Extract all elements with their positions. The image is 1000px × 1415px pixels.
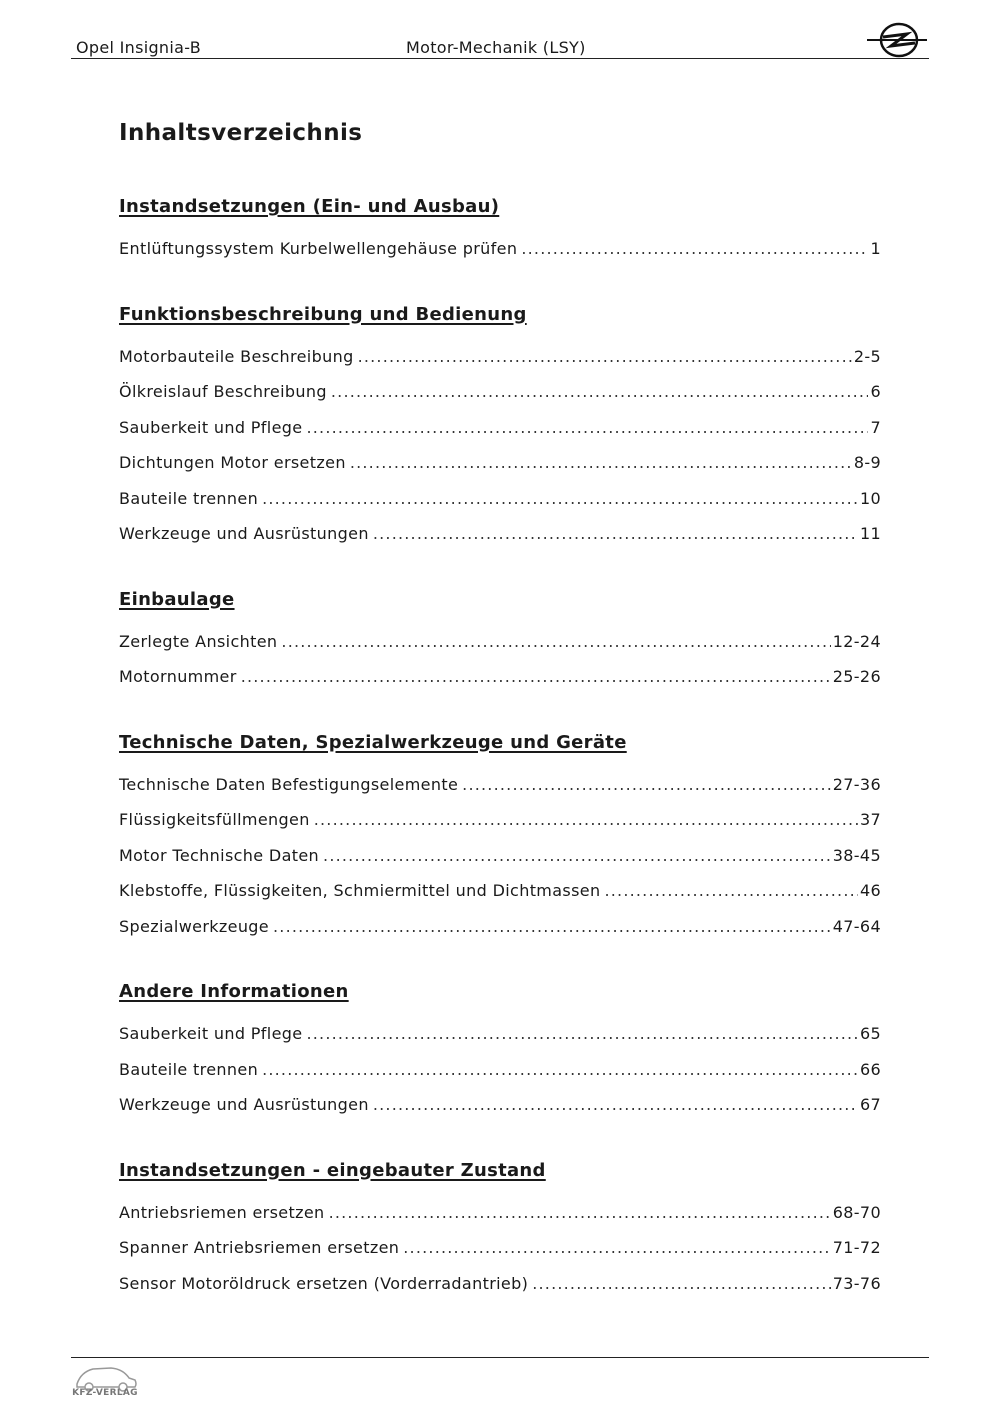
toc-entry-label: Technische Daten Befestigungselemente <box>119 774 459 794</box>
toc-entry-page: 47-64 <box>832 916 881 936</box>
toc-entry-label: Sauberkeit und Pflege <box>119 1024 303 1043</box>
dot-leader <box>262 481 858 517</box>
toc-entry[interactable] <box>119 873 881 909</box>
toc-entry-label: Dichtungen Motor ersetzen <box>119 453 346 472</box>
toc-entry-label: Flüssigkeitsfüllmengen <box>119 810 310 829</box>
publisher-name: KFZ-VERLAG <box>72 1388 138 1398</box>
dot-leader <box>373 516 858 552</box>
toc-entry-page: 38-45 <box>832 845 881 865</box>
toc-entry[interactable] <box>119 909 881 945</box>
toc-entry-page: 10 <box>859 488 881 508</box>
toc-entry[interactable] <box>119 1016 881 1052</box>
toc-entry[interactable] <box>119 339 881 375</box>
toc-entry-label: Bauteile trennen <box>119 1059 259 1079</box>
toc-entry-label: Werkzeuge und Ausrüstungen <box>119 524 369 543</box>
toc-entry[interactable] <box>119 516 881 552</box>
section-heading: Funktionsbeschreibung und Bedienung <box>119 303 527 325</box>
dot-leader <box>281 624 830 660</box>
toc-entry[interactable] <box>119 1266 881 1302</box>
toc-entry-label: Werkzeuge und Ausrüstungen <box>119 1095 369 1114</box>
toc-entry-page: 7 <box>870 417 881 437</box>
dot-leader <box>262 1052 858 1088</box>
page-footer-rule <box>71 1357 929 1358</box>
toc-entry-page: 65 <box>859 1024 881 1043</box>
toc-entry[interactable] <box>119 481 881 517</box>
dot-leader <box>373 1087 858 1123</box>
toc-entry[interactable] <box>119 1230 881 1266</box>
dot-leader <box>350 445 852 481</box>
section-heading: Technische Daten, Spezialwerkzeuge und Geräte <box>119 731 627 753</box>
toc-entry-label: Spanner Antriebsriemen ersetzen <box>119 1238 400 1257</box>
dot-leader <box>462 767 831 803</box>
dot-leader <box>604 873 857 909</box>
toc-entry[interactable] <box>119 231 881 267</box>
toc-entry-label: Ölkreislauf Beschreibung <box>119 382 327 401</box>
dot-leader <box>241 659 831 695</box>
dot-leader <box>358 339 852 375</box>
toc-entry-page: 11 <box>859 524 881 543</box>
toc-entry[interactable] <box>119 1052 881 1088</box>
page-title: Inhaltsverzeichnis <box>119 120 363 146</box>
page-header <box>71 30 929 59</box>
dot-leader <box>403 1230 830 1266</box>
dot-leader <box>331 374 869 410</box>
toc-entry-page: 8-9 <box>853 453 881 472</box>
toc-section <box>119 731 881 945</box>
header-manual-title: Motor-Mechanik (LSY) <box>406 38 586 57</box>
toc-entry-label: Zerlegte Ansichten <box>119 631 278 651</box>
section-heading: Instandsetzungen (Ein- und Ausbau) <box>119 196 500 217</box>
toc-entry-label: Antriebsriemen ersetzen <box>119 1202 325 1222</box>
toc-section <box>119 980 881 1123</box>
toc-entry[interactable] <box>119 445 881 481</box>
toc-entry-page: 6 <box>870 382 881 401</box>
toc-entry-page: 2-5 <box>853 346 881 366</box>
toc-entry-label: Bauteile trennen <box>119 488 259 508</box>
dot-leader <box>323 838 831 874</box>
toc-entry[interactable] <box>119 1087 881 1123</box>
toc-section <box>119 195 881 267</box>
dot-leader <box>329 1195 831 1231</box>
toc-entry[interactable] <box>119 410 881 446</box>
toc-section <box>119 588 881 695</box>
section-heading: Andere Informationen <box>119 981 349 1002</box>
toc-entry-page: 1 <box>870 239 881 258</box>
toc-entry-label: Klebstoffe, Flüssigkeiten, Schmiermittel und Dichtmassen <box>119 881 601 900</box>
header-vehicle: Opel Insignia-B <box>76 38 201 57</box>
opel-logo-icon <box>865 20 929 60</box>
toc-section <box>119 1159 881 1302</box>
toc-entry-label: Spezialwerkzeuge <box>119 916 270 936</box>
dot-leader <box>306 1016 857 1052</box>
toc-entry[interactable] <box>119 767 881 803</box>
toc-entry-label: Sensor Motoröldruck ersetzen (Vorderradantrieb) <box>119 1273 529 1293</box>
toc-entry-page: 46 <box>859 881 881 900</box>
toc-entry-label: Sauberkeit und Pflege <box>119 417 303 437</box>
toc-entry[interactable] <box>119 802 881 838</box>
toc-entry-page: 73-76 <box>832 1273 881 1293</box>
toc-entry[interactable] <box>119 838 881 874</box>
toc-section <box>119 303 881 552</box>
toc-entry[interactable] <box>119 1195 881 1231</box>
toc-entry-page: 71-72 <box>832 1238 881 1257</box>
toc-entry-page: 67 <box>859 1095 881 1114</box>
toc-entry-label: Motornummer <box>119 667 237 686</box>
toc-entry[interactable] <box>119 624 881 660</box>
toc-entry[interactable] <box>119 659 881 695</box>
dot-leader <box>306 410 868 446</box>
toc-entry-page: 25-26 <box>832 667 881 686</box>
toc-entry-page: 68-70 <box>832 1202 881 1222</box>
table-of-contents <box>119 195 881 1337</box>
toc-entry-page: 37 <box>859 810 881 829</box>
toc-entry-label: Motor Technische Daten <box>119 845 320 865</box>
dot-leader <box>532 1266 831 1302</box>
toc-entry-label: Motorbauteile Beschreibung <box>119 346 354 366</box>
section-heading: Einbaulage <box>119 588 235 610</box>
toc-entry-page: 66 <box>859 1059 881 1079</box>
toc-entry[interactable] <box>119 374 881 410</box>
section-heading: Instandsetzungen - eingebauter Zustand <box>119 1159 546 1181</box>
dot-leader <box>521 231 868 267</box>
toc-entry-label: Entlüftungssystem Kurbelwellengehäuse prüfen <box>119 239 518 258</box>
dot-leader <box>273 909 831 945</box>
dot-leader <box>314 802 858 838</box>
toc-entry-page: 12-24 <box>832 631 881 651</box>
toc-entry-page: 27-36 <box>832 774 881 794</box>
